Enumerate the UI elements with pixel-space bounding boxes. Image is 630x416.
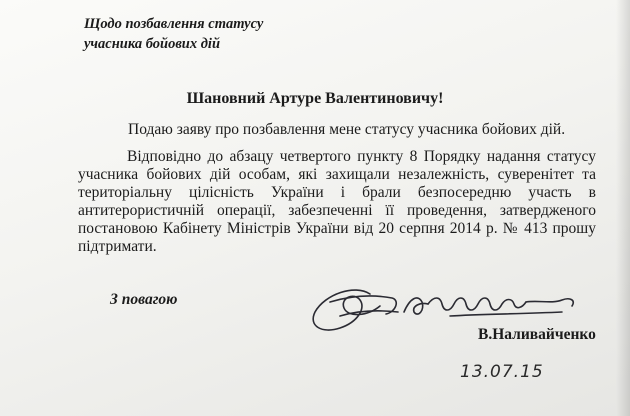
page-edge-shadow: [616, 0, 630, 416]
paragraph-line: територіальну цілісність України і брали безпосередню участь в: [78, 184, 596, 201]
paragraph-line: антитерористичній операції, забезпеченні її проведення, затвердженого: [78, 202, 596, 219]
paragraph-request: Подаю заяву про позбавлення мене статусу учасника бойових дій.: [128, 121, 566, 138]
subject-line: Щодо позбавлення статусу: [84, 16, 264, 32]
paragraph-line: Відповідно до абзацу четвертого пункту 8 Порядку надання статусу: [127, 148, 596, 165]
paragraph-basis: [78, 148, 596, 256]
salutation: Шановний Артуре Валентиновичу!: [186, 90, 444, 107]
subject-block: [84, 14, 263, 54]
handwritten-date: 13.07.15: [460, 362, 544, 382]
paragraph-line: підтримати.: [78, 238, 157, 255]
subject-line: учасника бойових дій: [84, 36, 221, 52]
paragraph-line: постановою Кабінету Міністрів України від 20 серпня 2014 р. № 413 прошу: [78, 220, 596, 237]
paragraph-line: учасника бойових дій особам, які захищали незалежність, суверенітет та: [78, 166, 596, 183]
signer-name: В.Наливайченко: [478, 326, 596, 343]
closing: З повагою: [110, 291, 178, 308]
